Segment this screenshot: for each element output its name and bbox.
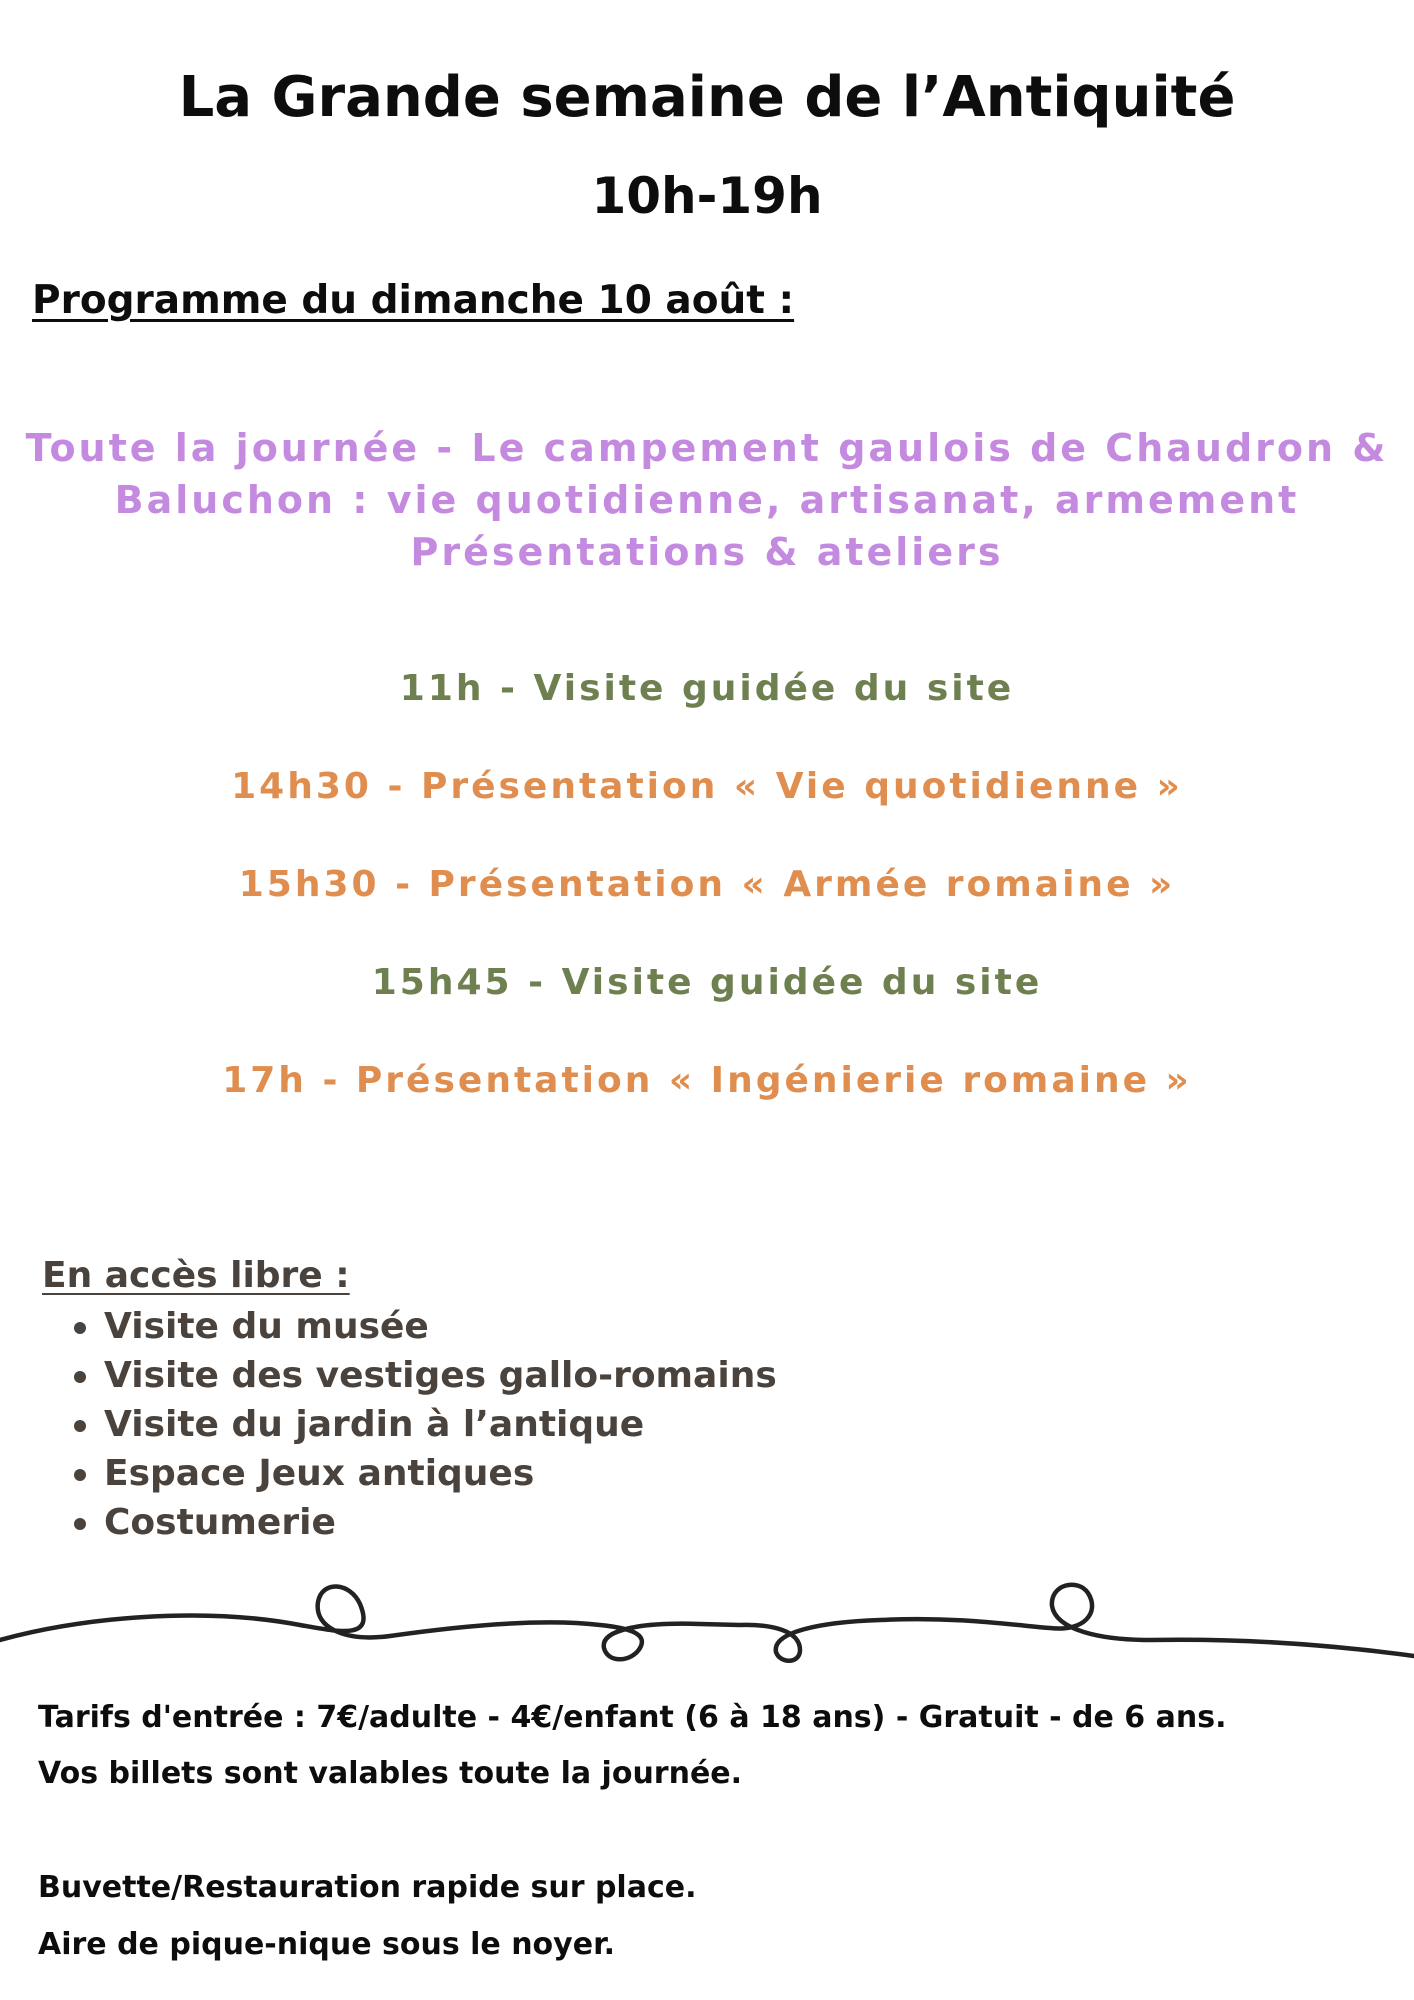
all-day-event [0,422,1414,578]
bullet-icon [74,1469,86,1481]
food-info: Buvette/Restauration rapide sur place. [38,1870,697,1905]
schedule-item: 15h45 - Visite guidée du site [371,962,1043,1003]
list-item [72,1400,777,1449]
schedule-item: 11h - Visite guidée du site [399,668,1015,709]
schedule-item: 15h30 - Présentation « Armée romaine » [238,864,1176,905]
list-item [72,1449,777,1498]
all-day-line: Baluchon : vie quotidienne, artisanat, armement [114,478,1300,522]
opening-hours: 10h-19h [591,167,823,225]
list-item [72,1498,777,1547]
schedule-item: 14h30 - Présentation « Vie quotidienne » [231,766,1183,807]
bullet-icon [74,1518,86,1530]
free-access-heading: En accès libre : [42,1255,350,1296]
list-item-label: Visite des vestiges gallo-romains [104,1355,777,1396]
ticket-validity: Vos billets sont valables toute la journée. [38,1756,743,1791]
page-title: La Grande semaine de l’Antiquité [178,65,1236,130]
program-heading: Programme du dimanche 10 août : [32,278,795,323]
list-item-label: Visite du jardin à l’antique [104,1404,645,1445]
schedule-list [0,664,1414,1154]
bullet-icon [74,1371,86,1383]
free-access-list [72,1302,777,1547]
list-item-label: Costumerie [104,1502,336,1543]
list-item [72,1351,777,1400]
all-day-line: Toute la journée - Le campement gaulois de Chaudron & [25,426,1389,470]
bullet-icon [74,1420,86,1432]
list-item [72,1302,777,1351]
ticket-prices: Tarifs d'entrée : 7€/adulte - 4€/enfant (6 à 18 ans) - Gratuit - de 6 ans. [38,1700,1227,1735]
all-day-line: Présentations & ateliers [410,530,1004,574]
list-item-label: Visite du musée [104,1306,429,1347]
decorative-swirl-divider [0,1560,1414,1680]
list-item-label: Espace Jeux antiques [104,1453,535,1494]
schedule-item: 17h - Présentation « Ingénierie romaine » [222,1060,1192,1101]
picnic-info: Aire de pique-nique sous le noyer. [38,1927,615,1962]
bullet-icon [74,1322,86,1334]
